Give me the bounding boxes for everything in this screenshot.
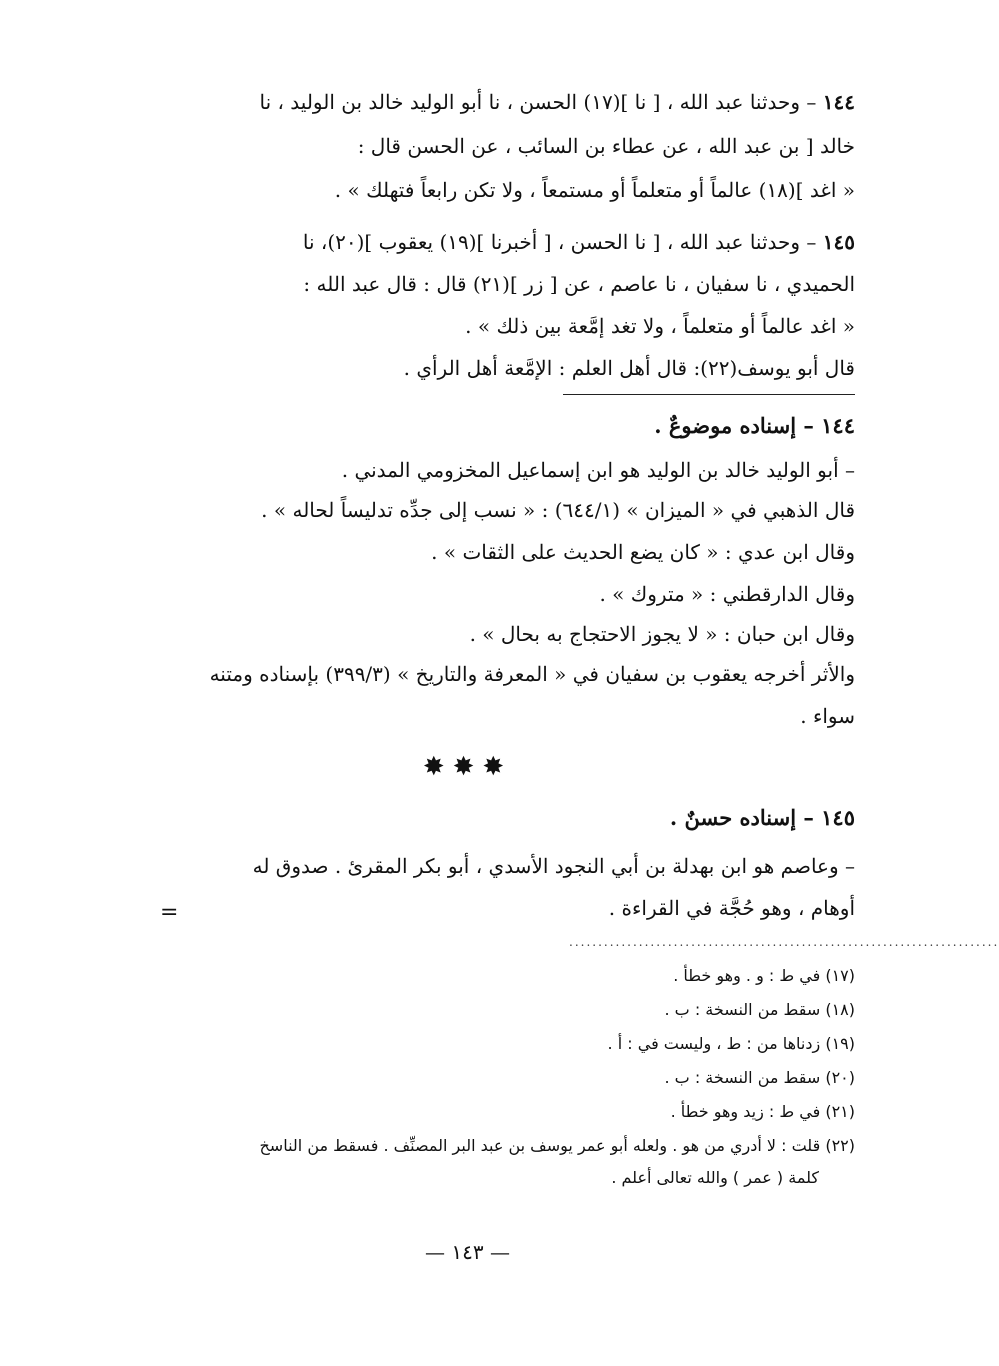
footnote-22-line-1: (٢٢) قلت : لا أدري من هو . ولعله أبو عمر يوسف بن عبد البر المصنِّف . فسقط من الناسخ — [259, 1136, 855, 1155]
narration-144-line-2: خالد [ بن عبد الله ، عن عطاء بن السائب ، عن الحسن قال : — [357, 134, 855, 158]
commentary-145-heading: ١٤٥ – إسناده حسنٌ . — [669, 805, 855, 830]
section-divider — [563, 394, 855, 395]
page-number: — ١٤٣ — — [425, 1240, 510, 1264]
narration-145-line-3: « اغد عالماً أو متعلماً ، ولا تغد إمَّعة بين ذلك » . — [465, 314, 855, 338]
commentary-144-line-4: وقال الدارقطني : « متروك » . — [599, 582, 855, 606]
narration-144-line-1 — [259, 88, 855, 116]
commentary-144-line-3: وقال ابن عدي : « كان يضع الحديث على الثقات » . — [431, 540, 855, 564]
continuation-mark: = — [160, 900, 179, 925]
footnote-19: (١٩) زدناها من : ط ، وليست في : أ . — [607, 1034, 855, 1053]
footnote-17: (١٧) في ط : و . وهو خطأ . — [673, 966, 855, 985]
footnote-20: (٢٠) سقط من النسخة : ب . — [664, 1068, 855, 1087]
commentary-144-line-2: قال الذهبي في « الميزان » (٦٤٤/١) : « نسب إلى جدِّه تدليساً لحاله » . — [261, 498, 855, 522]
narration-145-text-1: – وحدثنا عبد الله ، [ نا الحسن ، [ أخبرنا ](١٩) يعقوب ](٢٠)، نا — [302, 230, 817, 254]
footnote-18: (١٨) سقط من النسخة : ب . — [664, 1000, 855, 1019]
narration-145-line-2: الحميدي ، نا سفيان ، نا عاصم ، عن [ زر ](٢١) قال : قال عبد الله : — [303, 272, 855, 296]
commentary-145-line-2: أوهام ، وهو حُجَّة في القراءة . — [608, 896, 855, 920]
footnote-22-line-2: كلمة ( عمر ) والله تعالى أعلم . — [611, 1168, 819, 1187]
commentary-144-line-6: والأثر أخرجه يعقوب بن سفيان في « المعرفة والتاريخ » (٣٩٩/٣) بإسناده ومتنه — [209, 662, 855, 686]
narration-144-text-1: – وحدثنا عبد الله ، [ نا ](١٧) الحسن ، نا أبو الوليد خالد بن الوليد ، نا — [259, 90, 817, 114]
commentary-144-line-5: وقال ابن حبان : « لا يجوز الاحتجاج به بحال » . — [469, 622, 855, 646]
narration-144-number: ١٤٤ — [822, 90, 855, 114]
commentary-144-heading: ١٤٤ – إسناده موضوعٌ . — [654, 413, 855, 438]
narration-145-line-1 — [303, 228, 855, 256]
commentary-144-line-1: – أبو الوليد خالد بن الوليد هو ابن إسماعيل المخزومي المدني . — [341, 458, 855, 482]
narration-145-line-4: قال أبو يوسف(٢٢): قال أهل العلم : الإمَّعة أهل الرأي . — [403, 356, 855, 380]
footnote-separator: .......................................................................... — [569, 935, 999, 949]
section-separator-stars: ✸✸✸ — [422, 752, 513, 782]
footnote-21: (٢١) في ط : زيد وهو خطأ . — [670, 1102, 855, 1121]
narration-144-line-3: « اغد ](١٨) عالماً أو متعلماً أو مستمعاً ، ولا تكن رابعاً فتهلك » . — [334, 178, 855, 202]
narration-145-number: ١٤٥ — [822, 230, 855, 254]
commentary-145-line-1: – وعاصم هو ابن بهدلة بن أبي النجود الأسدي ، أبو بكر المقرئ . صدوق له — [252, 854, 855, 878]
commentary-144-line-7: سواء . — [800, 704, 855, 728]
